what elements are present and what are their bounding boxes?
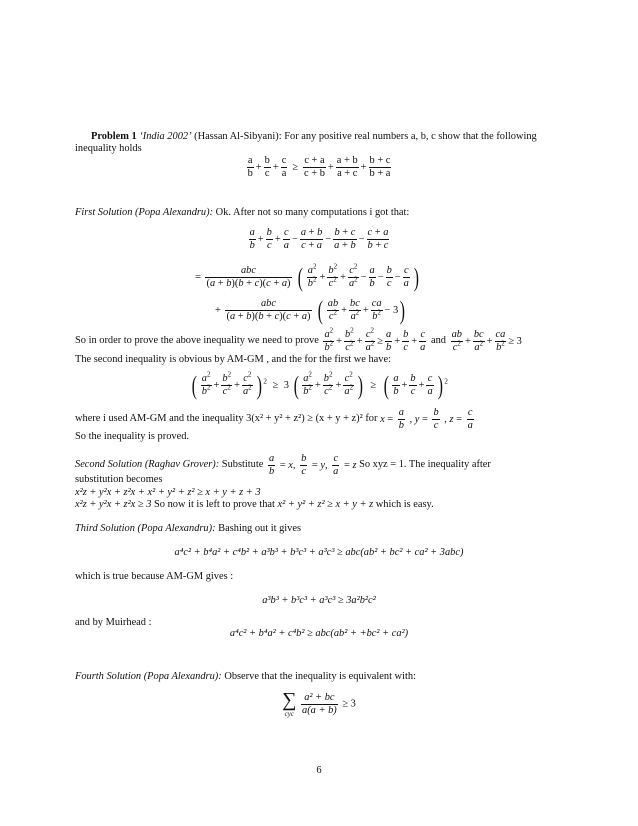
where-text: where i used AM-GM and the inequality 3(x² + y² + z²) ≥ (x + y + z)² for xyxy=(75,413,378,425)
fourth-solution-rhs: ≥ 3 xyxy=(342,698,356,710)
line2-a: x²z + y²x + z²x ≥ 3 xyxy=(75,499,152,510)
line2-d: which is easy. xyxy=(375,499,434,510)
true-text: which is true because AM-GM gives : xyxy=(75,571,234,582)
second-solution-line2 xyxy=(75,499,565,511)
third-solution-heading: Third Solution (Popa Alexandru): xyxy=(75,523,216,534)
problem-author: (Hassan Al-Sibyani): xyxy=(194,131,282,142)
first-solution-heading: First Solution (Popa Alexandru): xyxy=(75,207,214,218)
third-solution-intro-text: Bashing out it gives xyxy=(218,523,302,534)
third-solution-eq3: a⁴c² + b⁴a² + c⁴b² ≥ abc(ab² + +bc² + ca²) xyxy=(229,628,409,639)
so-xyz-text: So xyz = 1. The inequality after xyxy=(359,459,491,471)
first-solution-intro xyxy=(75,207,565,219)
substitute-text: Substitute xyxy=(221,459,264,471)
problem-text: For any positive real numbers a, b, c show that the following inequality holds xyxy=(75,131,537,155)
first-solution-eq4: ( $\frac{a^2}{b^2}$ + $\frac{b^2}{c^2}$ + $\frac{c^2}{a^2}$ ) $^2$ ≥ 3 ( $\frac{a^2}{b^2}$ + $\frac{b^2}{c^2}$ + $\frac{c^2}{a^2}$ ) ≥ ( $\frac{a}{b}$ + $\frac{b}{c}$ + $\frac{c}{a}$ ) $^2$ xyxy=(191,370,448,400)
second-inequality-text: The second inequality is obvious by AM-GM , and the for the first we have: xyxy=(75,354,391,365)
proved-text: So the inequality is proved. xyxy=(75,431,189,442)
substitution-text: substitution becomes xyxy=(75,474,163,485)
first-solution-eq3: + abc (a + b)(b + c)(c + a) ( $\frac{ab}{c^2}$ + $\frac{bc}{a^2}$ + $\frac{ca}{b^2}$ − 3) xyxy=(215,296,406,325)
sum-subscript: cyc xyxy=(284,710,294,718)
main-inequality: $\frac{a}{b}$ + $\frac{b}{c}$ + $\frac{c}{a}$ ≥ $\frac{c + a}{c + b}$ + $\frac{a + b}{a + c}$ + $\frac{b + c}{b + a}$ xyxy=(247,155,391,179)
summation-symbol: ∑ cyc xyxy=(282,689,297,718)
third-solution-eq2: a³b³ + b³c³ + a³c³ ≥ 3a²b²c² xyxy=(262,595,376,606)
first-solution-intro-text: Ok. After not so many computations i got that: xyxy=(215,207,410,218)
muirhead-text: and by Muirhead : xyxy=(75,617,152,628)
second-solution-intro: Second Solution (Raghav Grover): Substitute $\frac{a}{b}$ = x, $\frac{b}{c}$ = y, $\frac{c}{a}$ = z So xyz = 1. The inequality after xyxy=(75,453,491,477)
fourth-solution-heading: Fourth Solution (Popa Alexandru): xyxy=(75,671,222,682)
second-solution-heading: Second Solution (Raghav Grover): xyxy=(75,459,220,471)
line2-c: x² + y² + z² ≥ x + y + z xyxy=(277,499,374,510)
fraction-denominator: a(a + b) xyxy=(302,704,337,716)
fourth-solution-intro-text: Observe that the inequality is equivalent with: xyxy=(224,671,416,682)
prove-text: So in order to prove the above inequality we need to prove xyxy=(75,335,319,347)
problem-heading: Problem 1 xyxy=(91,131,137,142)
first-solution-eq1: $\frac{a}{b}$ + $\frac{b}{c}$ + $\frac{c}{a}$ − $\frac{a + b}{c + a}$ − $\frac{b + c}{a + b}$ − $\frac{c + a}{b + c}$ xyxy=(249,227,389,251)
first-solution-eq2: = abc (a + b)(b + c)(c + a) ( $\frac{a^2}{b^2}$ + $\frac{b^2}{c^2}$ + $\frac{c^2}{a^2}$ − $\frac{a}{b}$ − $\frac{b}{c}$ − $\frac{c}{a}$ ) xyxy=(195,262,419,292)
problem-statement xyxy=(75,131,565,156)
line2-b: So now it is left to prove that xyxy=(154,499,275,510)
and-text: and xyxy=(430,335,446,347)
fourth-solution-eq xyxy=(0,690,638,718)
where-line: where i used AM-GM and the inequality 3(x² + y² + z²) ≥ (x + y + z)² for x = $\frac{a}{b}$ , y = $\frac{b}{c}$ , z = $\frac{c}{a}$ xyxy=(75,407,473,431)
fraction-numerator: a² + bc xyxy=(301,692,338,705)
problem-source: ‘India 2002’ xyxy=(139,131,192,142)
prove-line: So in order to prove the above inequality we need to prove $\frac{a^2}{b^2}$ + $\frac{b^2}{c^2}$ + $\frac{c^2}{a^2}$ ≥ $\frac{a}{b}$ + $\frac{b}{c}$ + $\frac{c}{a}$ and $\frac{ab}{c^2}$ + $\frac{bc}{a^2}$ + $\frac{ca}{b^2}$ ≥ 3 xyxy=(75,326,522,353)
third-solution-eq1: a⁴c² + b⁴a² + c⁴b² + a³b³ + b³c³ + a³c³ ≥ abc(ab² + bc² + ca² + 3abc) xyxy=(174,547,464,558)
fourth-solution-intro xyxy=(75,671,565,683)
second-solution-line1: x²z + y²x + z²x + x² + y² + z² ≥ x + y + z + 3 xyxy=(75,487,261,498)
third-solution-intro xyxy=(75,523,565,535)
page-number: 6 xyxy=(316,765,322,776)
